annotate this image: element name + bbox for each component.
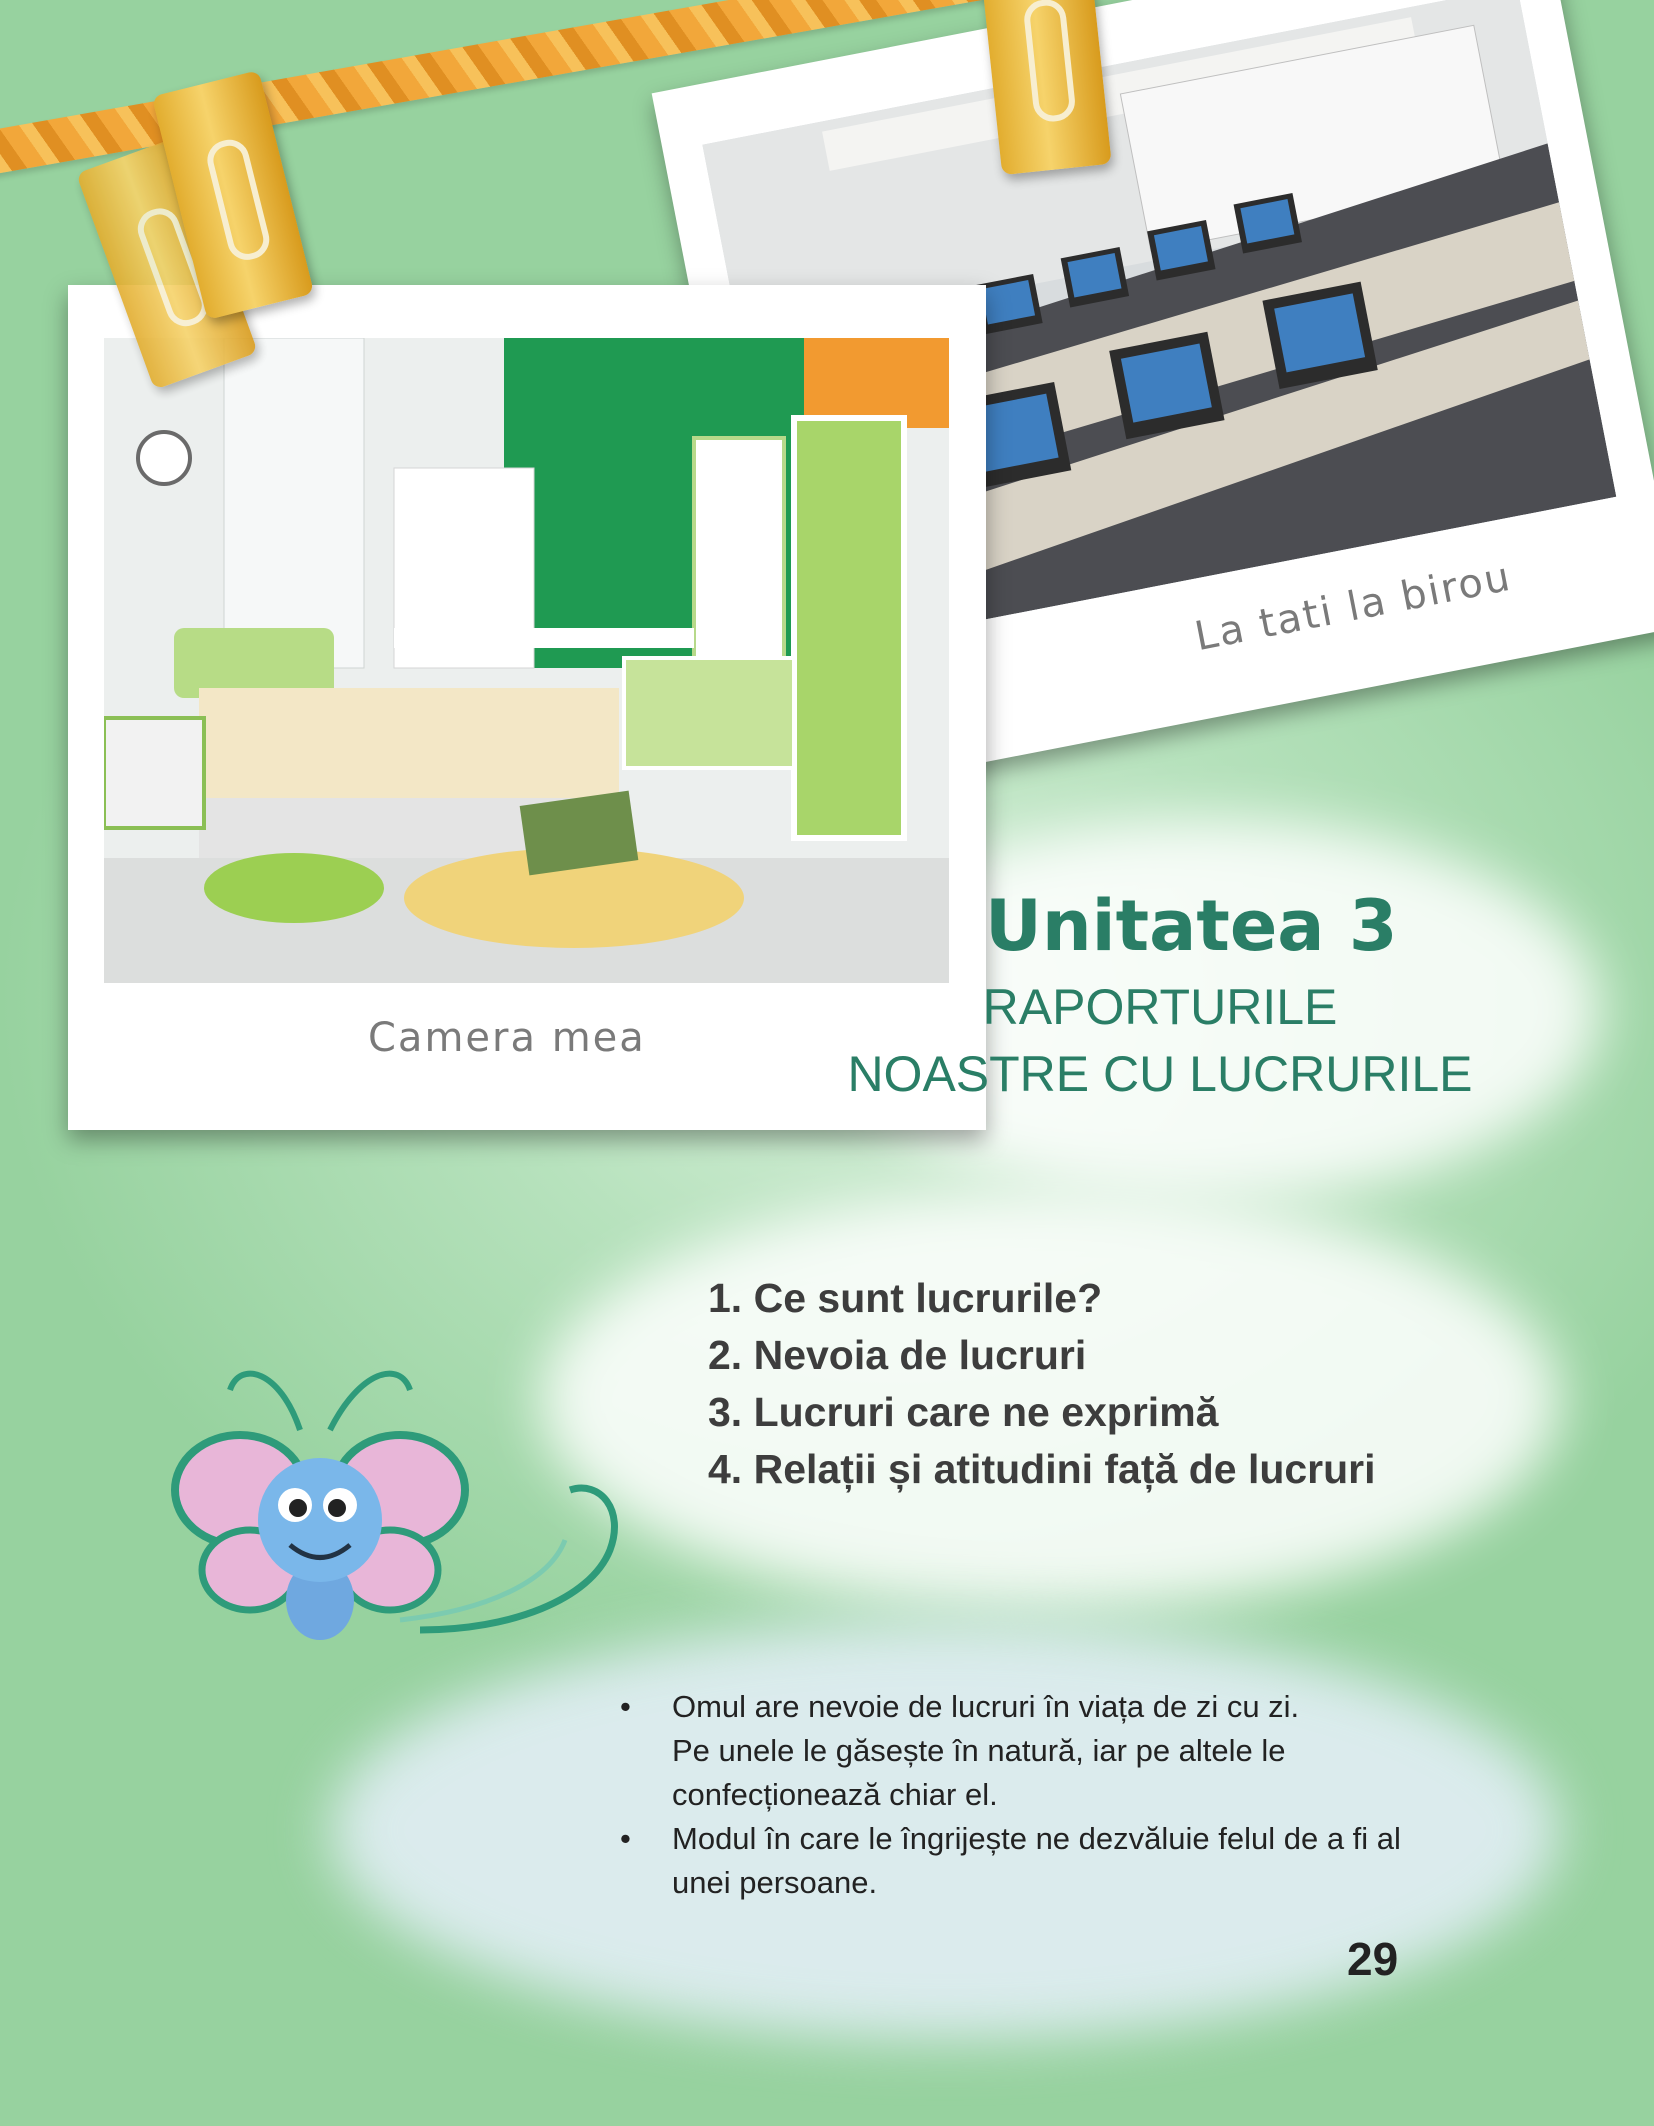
bedroom-image [104,338,949,983]
butterfly-mascot-illustration [170,1330,640,1650]
bullet-symbol: • [620,1689,631,1724]
unit-subtitle-line-1: RAPORTURILE [982,979,1338,1035]
bedroom-photo-caption: Camera mea [368,1015,646,1061]
bullet-line: Omul are nevoie de lucruri în viața de zi cu zi. [672,1689,1300,1724]
lesson-item: 1. Ce sunt lucrurile? [708,1275,1103,1321]
unit-title: Unitatea 3 [985,885,1398,967]
summary-bullets [620,1685,1440,1905]
bullet-line: unei persoane. [672,1865,878,1900]
lesson-item: 2. Nevoia de lucruri [708,1332,1087,1378]
unit-subtitle-line-2: NOASTRE CU LUCRURILE [847,1046,1473,1102]
lesson-item: 3. Lucruri care ne exprimă [708,1389,1219,1435]
bullet-symbol: • [620,1821,631,1856]
bullet-line: Pe unele le găsește în natură, iar pe altele le [672,1733,1286,1768]
lesson-list [708,1270,1376,1498]
bullet-item [620,1685,1440,1817]
page-number: 29 [1347,1933,1399,1985]
bullet-line: confecționează chiar el. [672,1777,998,1812]
lesson-item: 4. Relații și atitudini față de lucruri [708,1446,1376,1492]
bullet-line: Modul în care le îngrijește ne dezvăluie felul de a fi al [672,1821,1401,1856]
office-photo-caption: La tati la birou [1191,553,1516,661]
bullet-item [620,1817,1440,1905]
